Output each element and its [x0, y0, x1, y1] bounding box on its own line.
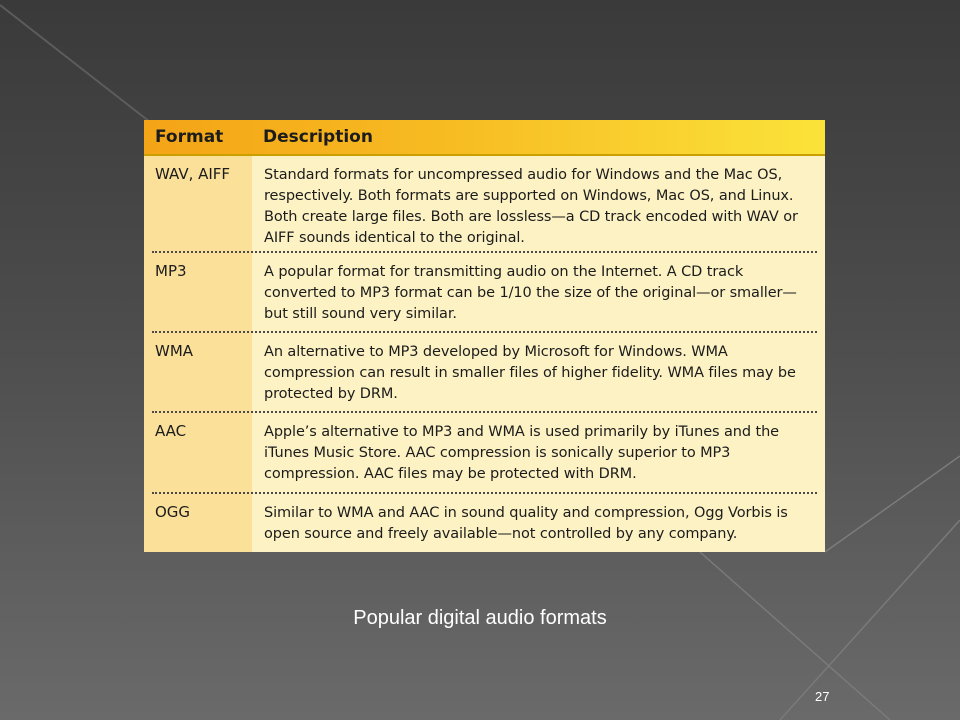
table-header	[144, 120, 825, 156]
header-description: Description	[263, 127, 373, 147]
table-row	[144, 413, 825, 494]
table-row	[144, 156, 825, 253]
format-cell: AAC	[144, 413, 252, 494]
description-cell: Apple’s alternative to MP3 and WMA is used primarily by iTunes and the iTunes Music Store. AAC compression is sonically superior to MP3 compression. AAC files may be protected with DRM.	[264, 424, 780, 482]
slide-caption: Popular digital audio formats	[353, 607, 607, 629]
format-cell: MP3	[144, 253, 252, 333]
table-row	[144, 253, 825, 333]
description-cell: Similar to WMA and AAC in sound quality and compression, Ogg Vorbis is open source and freely available—not controlled by any company.	[264, 505, 788, 542]
table-row	[144, 333, 825, 413]
format-cell: WAV, AIFF	[144, 156, 252, 253]
table-row	[144, 494, 825, 552]
description-cell: A popular format for transmitting audio on the Internet. A CD track converted to MP3 format can be 1/10 the size of the original—or smaller—but still sound very similar.	[264, 264, 797, 322]
format-cell: OGG	[144, 494, 252, 552]
header-format: Format	[155, 127, 224, 147]
audio-formats-table	[144, 120, 825, 552]
format-cell: WMA	[144, 333, 252, 413]
description-cell: An alternative to MP3 developed by Microsoft for Windows. WMA compression can result in smaller files of higher fidelity. WMA files may be protected by DRM.	[264, 344, 796, 402]
page-number: 27	[815, 689, 830, 704]
description-cell: Standard formats for uncompressed audio for Windows and the Mac OS, respectively. Both formats are supported on Windows, Mac OS, and Linux. Both create large files. Both are lossless—a CD track encoded with WAV or AIFF sounds identical to the original.	[264, 167, 798, 246]
